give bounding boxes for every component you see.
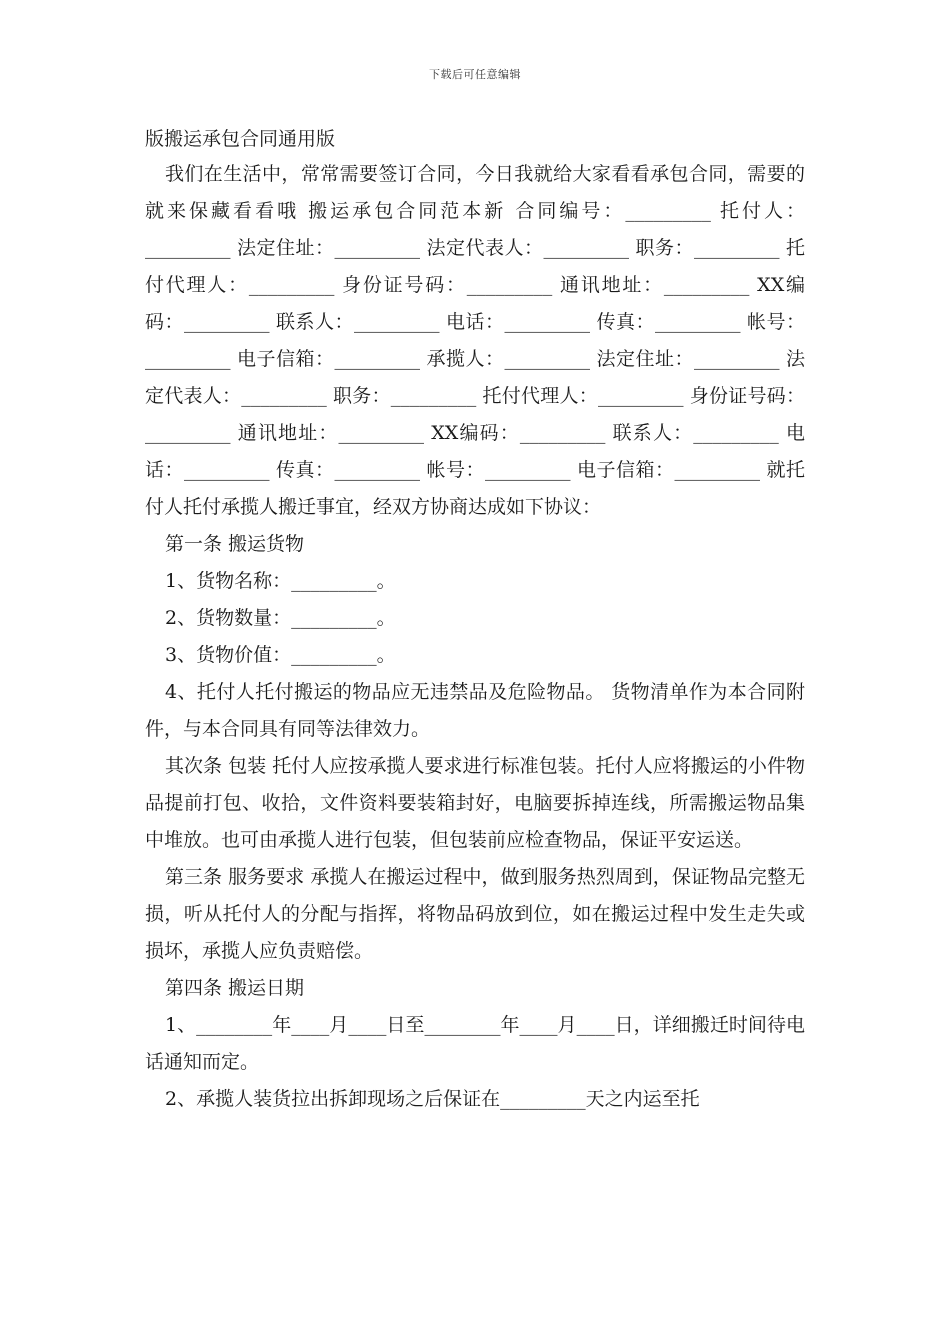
paragraph-article-1-heading: 第一条 搬运货物 bbox=[165, 533, 305, 555]
paragraph-article-4-heading: 第四条 搬运日期 bbox=[165, 977, 305, 999]
paragraph-goods-name: 1、货物名称：_________。 bbox=[165, 570, 396, 592]
paragraph-delivery-days: 2、承揽人装货拉出拆卸现场之后保证在_________天之内运至托 bbox=[165, 1088, 700, 1110]
header-note: 下载后可任意编辑 bbox=[429, 68, 521, 81]
document-body bbox=[145, 156, 805, 1118]
paragraph-goods-value: 3、货物价值：_________。 bbox=[165, 644, 396, 666]
paragraph-article-3-service: 第三条 服务要求 承揽人在搬运过程中，做到服务热烈周到，保证物品完整无损，听从托付人的分配与指挥，将物品码放到位，如在搬运过程中发生走失或损坏，承揽人应负责赔偿。 bbox=[145, 866, 805, 962]
paragraph-intro: 我们在生活中，常常需要签订合同，今日我就给大家看看承包合同，需要的就来保藏看看哦 搬运承包合同范本新 合同编号：_________ 托付人：_________ 法定住址：_________ 法定代表人：_________ 职务：_________ 托付代理人：_________ 身份证号码：_________ 通讯地址：_________ XX编码：_________ 联系人：_________ 电话：_________ 传真：_________ 帐号：_________ 电子信箱：_________ 承揽人：_________ 法定住址：_________ 法定代表人：_________ 职务：_________ 托付代理人：_________ 身份证号码：_________ 通讯地址：_________ XX编码：_________ 联系人：_________ 电话：_________ 传真：_________ 帐号：_________ 电子信箱：_________ 就托付人托付承揽人搬迁事宜，经双方协商达成如下协议： bbox=[145, 163, 805, 518]
paragraph-goods-quantity: 2、货物数量：_________。 bbox=[165, 607, 396, 629]
paragraph-goods-restriction: 4、托付人托付搬运的物品应无违禁品及危险物品。 货物清单作为本合同附件，与本合同具有同等法律效力。 bbox=[145, 681, 805, 740]
document-title: 版搬运承包合同通用版 bbox=[145, 128, 336, 150]
paragraph-article-2-packaging: 其次条 包装 托付人应按承揽人要求进行标准包装。托付人应将搬运的小件物品提前打包、收拾，文件资料要装箱封好，电脑要拆掉连线，所需搬运物品集中堆放。也可由承揽人进行包装，但包装前应检查物品，保证平安运送。 bbox=[145, 755, 805, 851]
paragraph-date-range: 1、________年____月____日至________年____月____日，详细搬迁时间待电话通知而定。 bbox=[145, 1014, 805, 1073]
